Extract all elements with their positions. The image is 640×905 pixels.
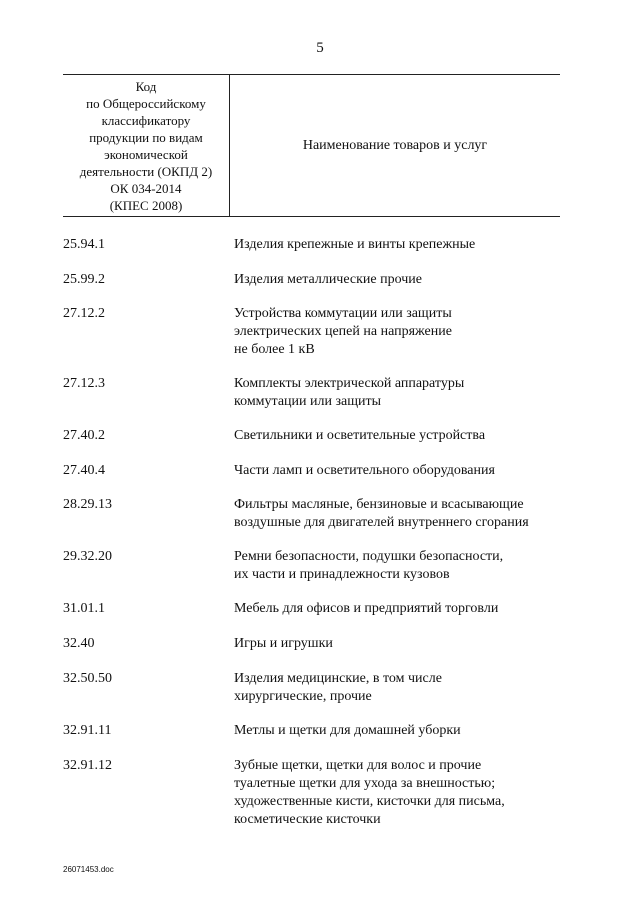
row-code: 32.91.12 bbox=[63, 758, 112, 773]
page-number: 5 bbox=[316, 40, 324, 56]
header-code-line: по Общероссийскому bbox=[86, 96, 206, 111]
row-code: 27.40.2 bbox=[63, 428, 105, 443]
header-code-line: деятельности (ОКПД 2) bbox=[79, 164, 213, 179]
row-code: 27.12.2 bbox=[63, 306, 105, 321]
document-filename: 26071453.doc bbox=[63, 865, 114, 874]
row-code: 32.40 bbox=[63, 636, 95, 651]
row-code: 27.40.4 bbox=[63, 463, 105, 478]
row-name: Изделия крепежные и винты крепежные bbox=[234, 237, 476, 252]
row-name: Мебель для офисов и предприятий торговли bbox=[234, 601, 499, 616]
row-code: 27.12.3 bbox=[63, 376, 105, 391]
row-name: Изделия металлические прочие bbox=[234, 272, 423, 287]
row-code: 25.94.1 bbox=[63, 237, 105, 252]
header-name-column: Наименование товаров и услуг bbox=[302, 138, 488, 153]
row-code: 25.99.2 bbox=[63, 272, 105, 287]
row-name: Устройства коммутации или защиты электрических цепей на напряжение не более 1 кВ bbox=[234, 306, 452, 357]
row-name: Части ламп и осветительного оборудования bbox=[234, 463, 495, 478]
row-name: Игры и игрушки bbox=[234, 636, 333, 651]
header-top-rule bbox=[63, 74, 560, 75]
header-code-column bbox=[63, 78, 229, 214]
header-code-line: экономической bbox=[104, 147, 188, 162]
header-code-line: продукции по видам bbox=[89, 130, 203, 145]
row-name: Метлы и щетки для домашней уборки bbox=[234, 723, 461, 738]
row-name: Фильтры масляные, бензиновые и всасывающие воздушные для двигателей внутреннего сгорания bbox=[234, 497, 529, 530]
row-code: 29.32.20 bbox=[63, 549, 112, 564]
row-code: 28.29.13 bbox=[63, 497, 112, 512]
row-name: Изделия медицинские, в том числе хирургические, прочие bbox=[234, 671, 442, 704]
header-bottom-rule bbox=[63, 216, 560, 217]
row-code: 32.50.50 bbox=[63, 671, 112, 686]
row-name: Ремни безопасности, подушки безопасности, их части и принадлежности кузовов bbox=[234, 549, 504, 582]
row-name: Комплекты электрической аппаратуры коммутации или защиты bbox=[234, 376, 465, 409]
header-code-line: ОК 034-2014 bbox=[110, 181, 182, 196]
row-code: 31.01.1 bbox=[63, 601, 105, 616]
header-code-line: (КПЕС 2008) bbox=[109, 198, 183, 213]
row-code: 32.91.11 bbox=[63, 723, 112, 738]
row-name: Зубные щетки, щетки для волос и прочие туалетные щетки для ухода за внешностью; художественные кисти, кисточки для письма, косметические кисточки bbox=[234, 758, 505, 827]
header-code-line: Код bbox=[135, 79, 157, 94]
header-code-line: классификатору bbox=[101, 113, 191, 128]
row-name: Светильники и осветительные устройства bbox=[234, 428, 486, 443]
